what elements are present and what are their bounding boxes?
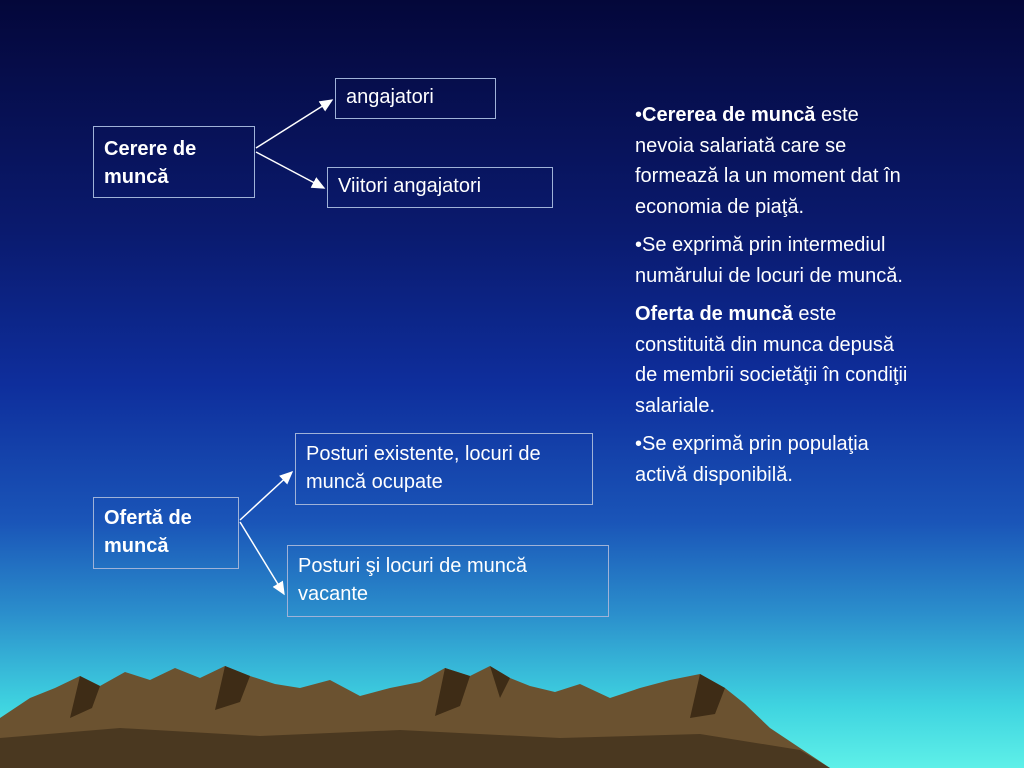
supply-term: Oferta de muncă [635,303,793,325]
arrow-to-future-employers [256,152,324,188]
demand-term: Cererea de muncă [642,104,816,126]
definitions-text [635,100,915,498]
supply-expression: •Se exprimă prin populaţia activă disponibilă. [635,433,869,486]
existing-posts-box: Posturi existente, locuri de muncă ocupate [295,433,593,505]
employers-box: angajatori [335,78,496,119]
arrow-to-existing-posts [240,472,292,520]
vacant-posts-box: Posturi şi locuri de muncă vacante [287,545,609,617]
future-employers-box: Viitori angajatori [327,167,553,208]
arrow-to-vacant-posts [240,522,284,594]
definition-supply: Oferta de muncă este constituită din munca depusă de membrii societăţii în condiţii salariale. [635,303,908,417]
mountain-illustration [0,658,1024,768]
demand-expression: •Se exprimă prin intermediul numărului de locuri de muncă. [635,234,903,287]
definition-demand: •Cererea de muncă este nevoia salariată care se formează la un moment dat în economia de piaţă. [635,104,901,218]
arrow-to-employers [256,100,332,148]
labor-demand-box: Cerere de muncă [93,126,255,198]
labor-supply-box: Ofertă de muncă [93,497,239,569]
